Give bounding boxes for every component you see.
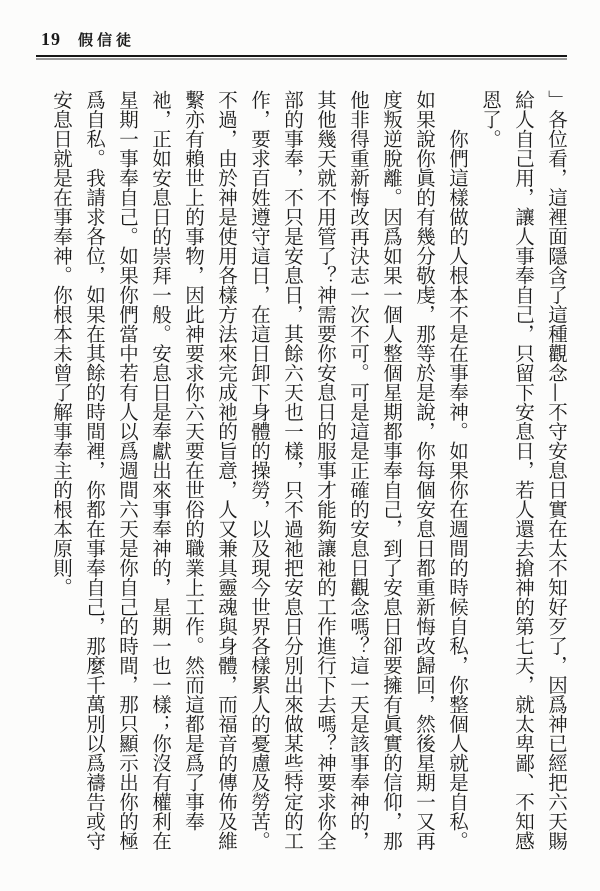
page-header	[41, 29, 135, 50]
paragraph: 你們這樣做的人根本不是在事奉神。如果你在週間的時候自私，你整個人就是自私。如果說你眞的有幾分敬虔，那等於是說，你每個安息日都重新悔改歸回，然後星期一又再度叛逆脫離。因爲如果一個人整個星期都事奉自己，到了安息日卻要擁有眞實的信仰，那他非得重新悔改再決志一次不可。可是這是正確的安息日觀念嗎？這一天是該事奉神的，其他幾天就不用管了？神需要你安息日的服事才能夠讓祂的工作進行下去嗎？神要求你全部的事奉，不只是安息日，其餘六天也一樣，只不過祂把安息日分別出來做某些特定的工作，要求百姓遵守這日，在這日卸下身體的操勞，以及現今世界各樣累人的憂慮及勞苦。不過，由於神是使用各樣方法來完成祂的旨意，人又兼具靈魂與身體，而福音的傳佈及維繫亦有賴世上的事物，因此神要求你六天要在世俗的職業上工作。然而這都是爲了事奉祂，正如安息日的崇拜一般。安息日是奉獻出來事奉神的，星期一也一樣；你沒有權利在星期一事奉自己。如果你們當中若有人以爲週間六天是你自己的時間，那只顯示出你的極爲自私。我請求各位，如果在其餘的時間裡，你都在事奉自己，那麼千萬別以爲禱告或守安息日就是在事奉神。你根本未曾了解事奉主的根本原則。	[50, 90, 469, 851]
paragraph-continued: 」各位看，這裡面隱含了這種觀念—不守安息日實在太不知好歹了，因爲神已經把六天賜給人自己用，讓人事奉自己，只留下安息日，若人還去搶神的第七天，就太卑鄙、不知感恩了。	[479, 90, 568, 851]
running-title: 假信徒	[78, 31, 136, 49]
body-text	[7, 90, 573, 854]
page-number: 19	[41, 29, 61, 49]
header-rule	[36, 55, 567, 57]
